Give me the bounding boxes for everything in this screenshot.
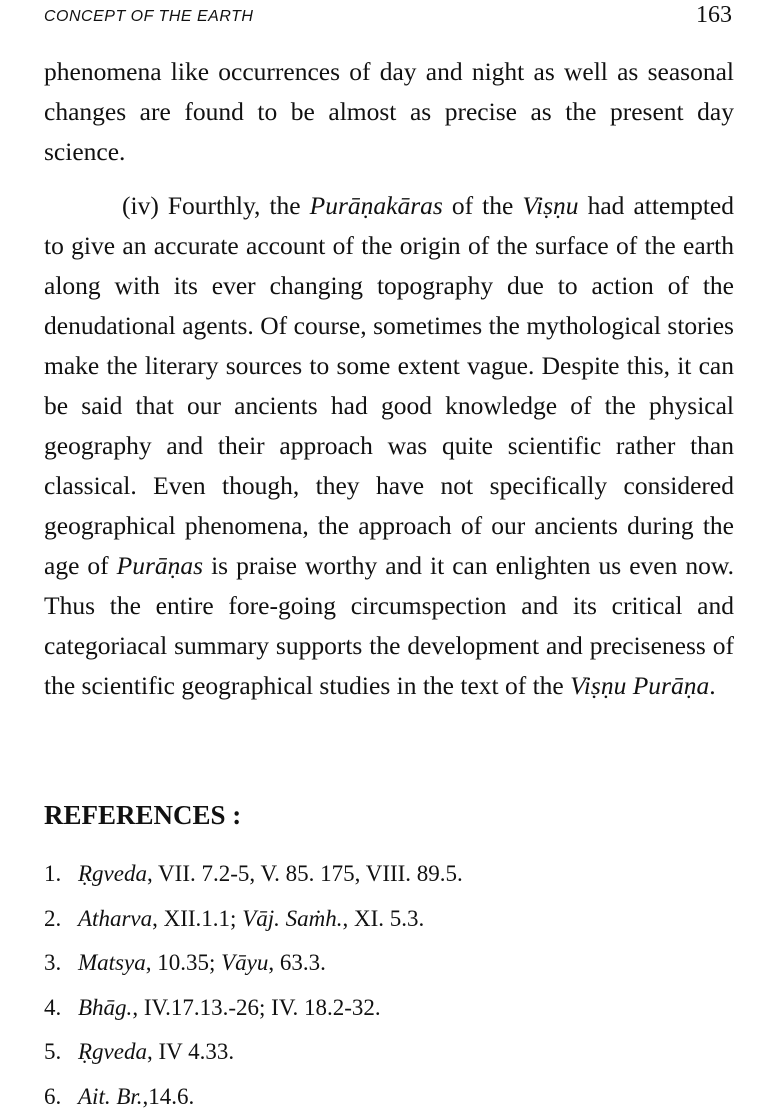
- references-list: [44, 852, 463, 1119]
- paragraph-2: (iv) Fourthly, the Purāṇakāras of the Viṣṇu had attempted to give an accurate account of the origin of the surface of the earth along with its ever changing topography due to action of the denudational agents. Of course, sometimes the mythological stories make the literary sources to some extent vague. Despite this, it can be said that our ancients had good knowledge of the physical geography and their approach was quite scientific rather than classical. Even though, they have not specifically considered geographical phenomena, the approach of our ancients during the age of Purāṇas is praise worthy and it can enlighten us even now. Thus the entire fore-going circumspection and its critical and categoriacal summary supports the development and preciseness of the scientific geographical studies in the text of the Viṣṇu Purāṇa.: [44, 186, 734, 706]
- reference-item: 6. Ait. Br.,14.6.: [44, 1075, 463, 1119]
- page-number: 163: [696, 2, 732, 29]
- reference-item: 2. Atharva, XII.1.1; Vāj. Saṁh., XI. 5.3.: [44, 897, 463, 942]
- reference-item: 5. Ṛgveda, IV 4.33.: [44, 1030, 463, 1075]
- paragraph-1: phenomena like occurrences of day and night as well as seasonal changes are found to be almost as precise as the present day science.: [44, 52, 734, 172]
- body-text: [44, 52, 734, 706]
- reference-item: 4. Bhāg., IV.17.13.-26; IV. 18.2-32.: [44, 986, 463, 1031]
- running-head: CONCEPT OF THE EARTH: [44, 8, 253, 26]
- references-heading: REFERENCES :: [44, 800, 241, 831]
- reference-item: 3. Matsya, 10.35; Vāyu, 63.3.: [44, 941, 463, 986]
- reference-item: 1. Ṛgveda, VII. 7.2-5, V. 85. 175, VIII. 89.5.: [44, 852, 463, 897]
